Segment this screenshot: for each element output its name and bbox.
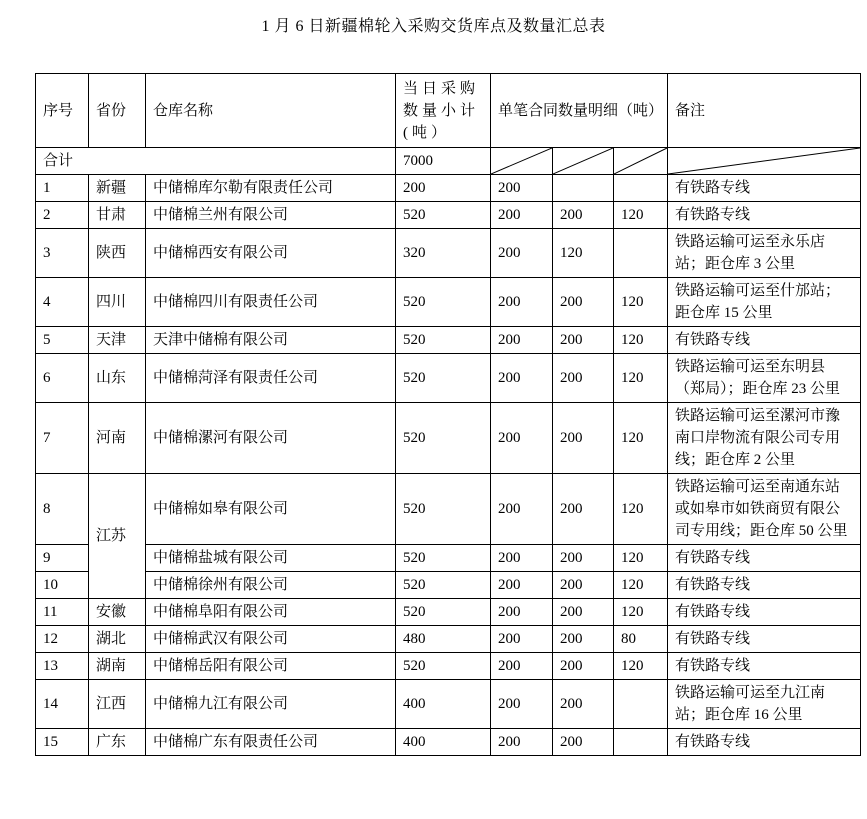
total-label: 合计 xyxy=(36,148,396,175)
cell-remark: 有铁路专线 xyxy=(668,653,861,680)
cell-province: 新疆 xyxy=(89,175,146,202)
cell-remark: 有铁路专线 xyxy=(668,572,861,599)
cell-subtotal: 520 xyxy=(396,545,491,572)
cell-province: 江西 xyxy=(89,680,146,729)
header-contract-detail: 单笔合同数量明细（吨） xyxy=(491,74,668,148)
cell-detail-1: 200 xyxy=(491,403,553,474)
table-row xyxy=(36,680,861,729)
cell-remark: 有铁路专线 xyxy=(668,626,861,653)
cell-detail-1: 200 xyxy=(491,202,553,229)
cell-province: 河南 xyxy=(89,403,146,474)
cell-remark: 铁路运输可运至漯河市豫南口岸物流有限公司专用线；距仓库 2 公里 xyxy=(668,403,861,474)
table-row xyxy=(36,175,861,202)
cell-detail-1: 200 xyxy=(491,354,553,403)
cell-province: 湖北 xyxy=(89,626,146,653)
cell-detail-2 xyxy=(553,175,614,202)
header-warehouse: 仓库名称 xyxy=(146,74,396,148)
cell-warehouse: 中储棉菏泽有限责任公司 xyxy=(146,354,396,403)
document-page xyxy=(0,13,867,819)
cell-detail-1: 200 xyxy=(491,729,553,756)
cell-province: 陕西 xyxy=(89,229,146,278)
table-row xyxy=(36,545,861,572)
total-subtotal: 7000 xyxy=(396,148,491,175)
total-slash-cell-remark xyxy=(668,148,861,175)
cell-detail-2: 200 xyxy=(553,545,614,572)
cell-detail-3: 120 xyxy=(614,202,668,229)
cell-detail-2: 120 xyxy=(553,229,614,278)
cell-detail-3: 80 xyxy=(614,626,668,653)
cell-detail-2: 200 xyxy=(553,202,614,229)
cell-detail-2: 200 xyxy=(553,680,614,729)
cell-remark: 有铁路专线 xyxy=(668,599,861,626)
cell-remark: 铁路运输可运至九江南站；距仓库 16 公里 xyxy=(668,680,861,729)
cell-detail-3: 120 xyxy=(614,572,668,599)
cell-province: 山东 xyxy=(89,354,146,403)
total-row xyxy=(36,148,861,175)
total-slash-cell-3 xyxy=(614,148,668,175)
cell-province: 广东 xyxy=(89,729,146,756)
cell-detail-2: 200 xyxy=(553,278,614,327)
cell-warehouse: 中储棉徐州有限公司 xyxy=(146,572,396,599)
cell-detail-3: 120 xyxy=(614,599,668,626)
table-header-row xyxy=(36,74,861,148)
cell-warehouse: 中储棉岳阳有限公司 xyxy=(146,653,396,680)
table-row xyxy=(36,599,861,626)
cell-warehouse: 中储棉漯河有限公司 xyxy=(146,403,396,474)
cell-detail-2: 200 xyxy=(553,403,614,474)
cell-warehouse: 天津中储棉有限公司 xyxy=(146,327,396,354)
table-row xyxy=(36,327,861,354)
cell-remark: 铁路运输可运至什邡站；距仓库 15 公里 xyxy=(668,278,861,327)
cell-warehouse: 中储棉九江有限公司 xyxy=(146,680,396,729)
cell-detail-2: 200 xyxy=(553,474,614,545)
cell-remark: 有铁路专线 xyxy=(668,729,861,756)
cell-index: 1 xyxy=(36,175,89,202)
cell-remark: 有铁路专线 xyxy=(668,202,861,229)
cell-detail-2: 200 xyxy=(553,599,614,626)
cell-index: 6 xyxy=(36,354,89,403)
cell-detail-3 xyxy=(614,680,668,729)
cell-detail-3 xyxy=(614,729,668,756)
table-row xyxy=(36,354,861,403)
cell-subtotal: 520 xyxy=(396,572,491,599)
header-province: 省份 xyxy=(89,74,146,148)
table-row xyxy=(36,729,861,756)
header-subtotal: 当日采购数量小计(吨） xyxy=(396,74,491,148)
cell-subtotal: 520 xyxy=(396,202,491,229)
cell-subtotal: 520 xyxy=(396,653,491,680)
cell-detail-1: 200 xyxy=(491,175,553,202)
cell-index: 8 xyxy=(36,474,89,545)
cell-warehouse: 中储棉武汉有限公司 xyxy=(146,626,396,653)
cell-index: 2 xyxy=(36,202,89,229)
cell-province: 安徽 xyxy=(89,599,146,626)
table-body xyxy=(36,74,861,756)
cell-subtotal: 200 xyxy=(396,175,491,202)
cell-index: 15 xyxy=(36,729,89,756)
table-row xyxy=(36,202,861,229)
cell-warehouse: 中储棉兰州有限公司 xyxy=(146,202,396,229)
cell-remark: 铁路运输可运至南通东站或如皋市如铁商贸有限公司专用线；距仓库 50 公里 xyxy=(668,474,861,545)
table-row xyxy=(36,278,861,327)
cell-index: 11 xyxy=(36,599,89,626)
diagonal-line-icon xyxy=(614,148,667,174)
cell-province: 四川 xyxy=(89,278,146,327)
cell-province: 甘肃 xyxy=(89,202,146,229)
cell-remark: 铁路运输可运至东明县（郑局）；距仓库 23 公里 xyxy=(668,354,861,403)
document-title: 1 月 6 日新疆棉轮入采购交货库点及数量汇总表 xyxy=(261,18,606,35)
cell-detail-3: 120 xyxy=(614,327,668,354)
cell-index: 12 xyxy=(36,626,89,653)
cell-subtotal: 520 xyxy=(396,403,491,474)
cell-remark: 铁路运输可运至永乐店站；距仓库 3 公里 xyxy=(668,229,861,278)
table-row xyxy=(36,229,861,278)
cell-detail-1: 200 xyxy=(491,680,553,729)
cell-detail-1: 200 xyxy=(491,626,553,653)
cell-detail-1: 200 xyxy=(491,229,553,278)
cell-province: 江苏 xyxy=(89,474,146,599)
cell-detail-3: 120 xyxy=(614,278,668,327)
cell-detail-3: 120 xyxy=(614,545,668,572)
cell-subtotal: 400 xyxy=(396,729,491,756)
total-slash-cell-1 xyxy=(491,148,553,175)
cell-index: 3 xyxy=(36,229,89,278)
cell-subtotal: 520 xyxy=(396,474,491,545)
cell-detail-2: 200 xyxy=(553,626,614,653)
cell-remark: 有铁路专线 xyxy=(668,175,861,202)
table-row xyxy=(36,626,861,653)
cell-detail-2: 200 xyxy=(553,729,614,756)
table-row xyxy=(36,653,861,680)
summary-table xyxy=(35,73,861,756)
cell-detail-3: 120 xyxy=(614,403,668,474)
cell-detail-2: 200 xyxy=(553,653,614,680)
cell-warehouse: 中储棉库尔勒有限责任公司 xyxy=(146,175,396,202)
cell-warehouse: 中储棉广东有限责任公司 xyxy=(146,729,396,756)
cell-warehouse: 中储棉阜阳有限公司 xyxy=(146,599,396,626)
cell-index: 7 xyxy=(36,403,89,474)
table-row xyxy=(36,474,861,545)
cell-warehouse: 中储棉如皋有限公司 xyxy=(146,474,396,545)
cell-remark: 有铁路专线 xyxy=(668,327,861,354)
cell-index: 13 xyxy=(36,653,89,680)
cell-detail-1: 200 xyxy=(491,572,553,599)
cell-warehouse: 中储棉盐城有限公司 xyxy=(146,545,396,572)
cell-index: 5 xyxy=(36,327,89,354)
header-remark: 备注 xyxy=(668,74,861,148)
cell-subtotal: 520 xyxy=(396,599,491,626)
cell-subtotal: 520 xyxy=(396,327,491,354)
cell-detail-1: 200 xyxy=(491,474,553,545)
cell-index: 10 xyxy=(36,572,89,599)
table-row xyxy=(36,572,861,599)
cell-detail-1: 200 xyxy=(491,599,553,626)
table-row xyxy=(36,403,861,474)
diagonal-line-icon xyxy=(553,148,613,174)
cell-subtotal: 480 xyxy=(396,626,491,653)
cell-index: 9 xyxy=(36,545,89,572)
cell-detail-1: 200 xyxy=(491,653,553,680)
cell-remark: 有铁路专线 xyxy=(668,545,861,572)
cell-detail-3: 120 xyxy=(614,474,668,545)
cell-warehouse: 中储棉西安有限公司 xyxy=(146,229,396,278)
cell-detail-3: 120 xyxy=(614,354,668,403)
cell-subtotal: 520 xyxy=(396,354,491,403)
cell-detail-3 xyxy=(614,229,668,278)
cell-index: 14 xyxy=(36,680,89,729)
cell-warehouse: 中储棉四川有限责任公司 xyxy=(146,278,396,327)
cell-subtotal: 400 xyxy=(396,680,491,729)
cell-detail-2: 200 xyxy=(553,327,614,354)
total-slash-cell-2 xyxy=(553,148,614,175)
diagonal-line-icon xyxy=(491,148,552,174)
cell-detail-3: 120 xyxy=(614,653,668,680)
cell-index: 4 xyxy=(36,278,89,327)
cell-detail-1: 200 xyxy=(491,278,553,327)
header-index: 序号 xyxy=(36,74,89,148)
cell-province: 天津 xyxy=(89,327,146,354)
cell-subtotal: 320 xyxy=(396,229,491,278)
cell-detail-2: 200 xyxy=(553,354,614,403)
cell-subtotal: 520 xyxy=(396,278,491,327)
cell-detail-2: 200 xyxy=(553,572,614,599)
cell-detail-3 xyxy=(614,175,668,202)
cell-detail-1: 200 xyxy=(491,545,553,572)
cell-province: 湖南 xyxy=(89,653,146,680)
diagonal-line-icon xyxy=(668,148,860,174)
cell-detail-1: 200 xyxy=(491,327,553,354)
